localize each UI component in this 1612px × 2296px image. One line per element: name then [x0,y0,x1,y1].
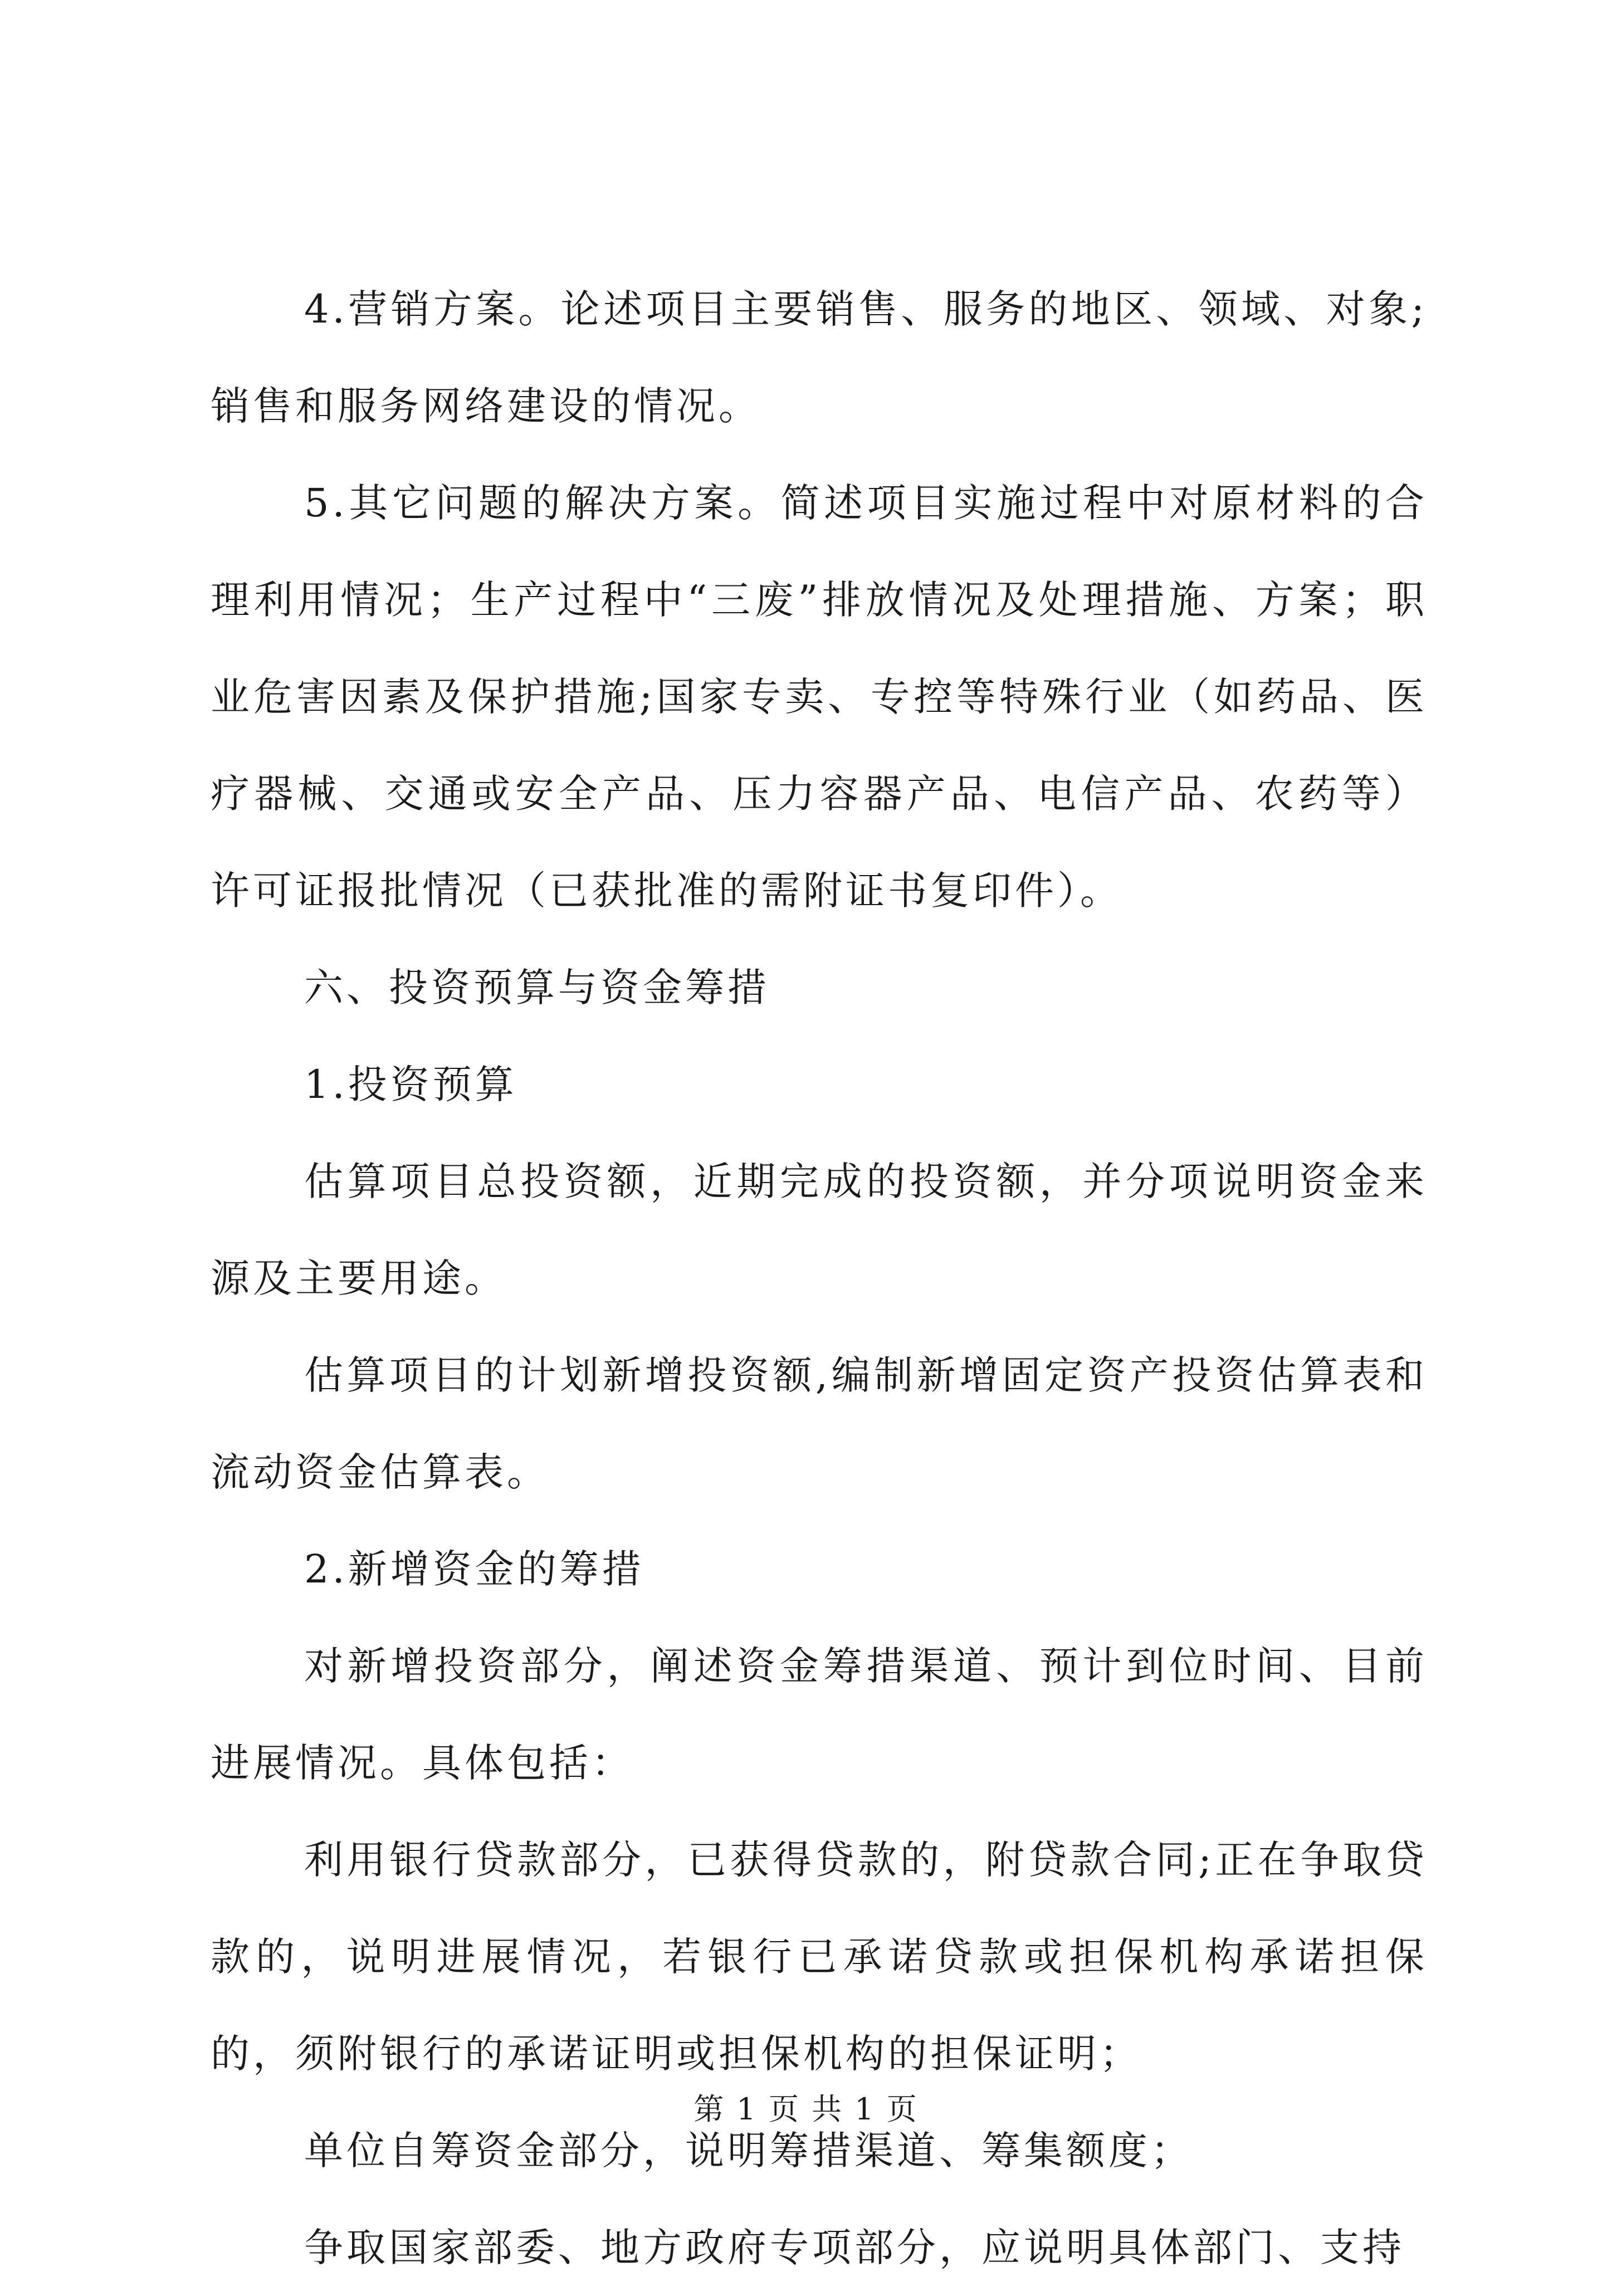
paragraph-bank-loans: 利用银行贷款部分，已获得贷款的，附贷款合同;正在争取贷款的，说明进展情况，若银行已承诺贷款或担保机构承诺担保的，须附银行的承诺证明或担保机构的担保证明； [211,1837,1428,2077]
paragraph-total-investment: 估算项目总投资额，近期完成的投资额，并分项说明资金来源及主要用途。 [211,1159,1428,1301]
paragraph-government-funds: 争取国家部委、地方政府专项部分，应说明具体部门、支持 [304,2225,1405,2270]
section-heading-investment: 六、投资预算与资金筹措 [304,965,770,1010]
subheading-investment-budget: 1.投资预算 [304,1062,517,1107]
paragraph-other-solutions: 5.其它问题的解决方案。简述项目实施过程中对原材料的合理利用情况；生产过程中“三废”排放情况及处理措施、方案；职业危害因素及保护措施;国家专卖、专控等特殊行业（如药品、医疗器械、交通或安全产品、压力容器产品、电信产品、农药等）许可证报批情况（已获批准的需附证书复印件）。 [211,480,1428,913]
paragraph-new-investment: 估算项目的计划新增投资额,编制新增固定资产投资估算表和流动资金估算表。 [211,1352,1428,1495]
paragraph-marketing-plan: 4.营销方案。论述项目主要销售、服务的地区、领域、对象;销售和服务网络建设的情况。 [211,286,1428,429]
paragraph-self-raised-funds: 单位自筹资金部分，说明筹措渠道、筹集额度； [304,2128,1193,2173]
document-body [211,261,1428,2296]
subheading-fund-raising: 2.新增资金的筹措 [304,1546,644,1592]
paragraph-fund-channels: 对新增投资部分，阐述资金筹措渠道、预计到位时间、目前进展情况。具体包括： [211,1643,1428,1786]
page-number-footer: 第 1 页 共 1 页 [693,2092,919,2127]
